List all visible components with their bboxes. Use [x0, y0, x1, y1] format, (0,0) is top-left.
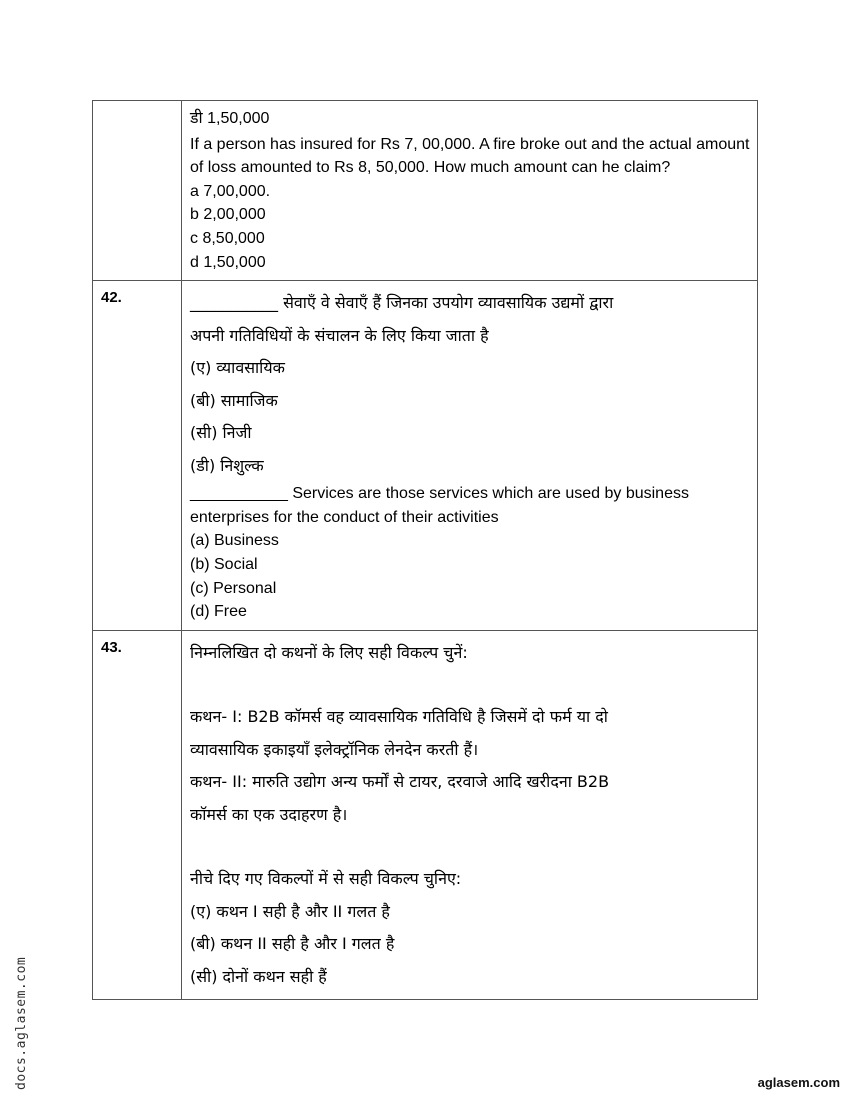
- question-content-cell: [182, 630, 758, 1000]
- question-text-line: (बी) कथन II सही है और I गलत है: [190, 934, 395, 954]
- question-number: [93, 101, 181, 109]
- question-text-line: (ए) व्यावसायिक: [190, 358, 285, 378]
- question-number-cell: [93, 281, 182, 631]
- question-row: [93, 101, 758, 281]
- question-text-line: (डी) निशुल्क: [190, 455, 264, 475]
- question-text-line: (सी) निजी: [190, 423, 252, 443]
- side-watermark: docs.aglasem.com: [14, 956, 29, 1090]
- question-text-line: ___________ Services are those services which are used by business enterprises for the conduct of their activities: [190, 485, 689, 526]
- spacer: [190, 831, 751, 863]
- question-text-line: ___________ सेवाएँ वे सेवाएँ हैं जिनका उपयोग व्यावसायिक उद्यमों द्वारा: [190, 293, 614, 313]
- question-text-line: कथन- I: B2B कॉमर्स वह व्यावसायिक गतिविधि है जिसमें दो फर्म या दो: [190, 707, 608, 727]
- question-text-line: (ए) कथन I सही है और II गलत है: [190, 901, 390, 921]
- question-text-line: (b) Social: [190, 555, 258, 573]
- question-number-cell: [93, 630, 182, 1000]
- brand-footer: aglasem.com: [757, 1075, 840, 1090]
- question-text-line: व्यावसायिक इकाइयाँ इलेक्ट्रॉनिक लेनदेन करती हैं।: [190, 739, 479, 759]
- question-text-line: (d) Free: [190, 603, 247, 621]
- question-text-line: b 2,00,000: [190, 206, 266, 224]
- question-text-line: c 8,50,000: [190, 229, 265, 247]
- question-number: 42.: [101, 289, 122, 307]
- question-text-line: (c) Personal: [190, 579, 277, 597]
- question-text-line: (a) Business: [190, 532, 279, 550]
- question-number-cell: [93, 101, 182, 281]
- spacer: [190, 669, 751, 701]
- question-row: [93, 630, 758, 1000]
- question-text-line: If a person has insured for Rs 7, 00,000. A fire broke out and the actual amount of loss amounted to Rs 8, 50,000. How much amount can he claim?: [190, 135, 750, 177]
- question-table: [92, 100, 758, 1000]
- question-text-line: निम्नलिखित दो कथनों के लिए सही विकल्प चुनें:: [190, 642, 468, 662]
- question-text-line: डी 1,50,000: [190, 110, 270, 127]
- question-row: [93, 281, 758, 631]
- question-content-cell: [182, 281, 758, 631]
- question-text-line: (सी) दोनों कथन सही हैं: [190, 966, 327, 986]
- question-text-line: (बी) सामाजिक: [190, 390, 278, 410]
- question-text-line: d 1,50,000: [190, 253, 266, 271]
- question-text-line: नीचे दिए गए विकल्पों में से सही विकल्प चुनिए:: [190, 869, 462, 889]
- question-number: 43.: [101, 638, 122, 656]
- question-text-line: कथन- II: मारुति उद्योग अन्य फर्मों से टायर, दरवाजे आदि खरीदना B2B: [190, 772, 610, 792]
- question-content-cell: [182, 101, 758, 281]
- question-text-line: कॉमर्स का एक उदाहरण है।: [190, 804, 348, 824]
- question-text-line: अपनी गतिविधियों के संचालन के लिए किया जाता है: [190, 325, 489, 345]
- question-text-line: a 7,00,000.: [190, 182, 271, 200]
